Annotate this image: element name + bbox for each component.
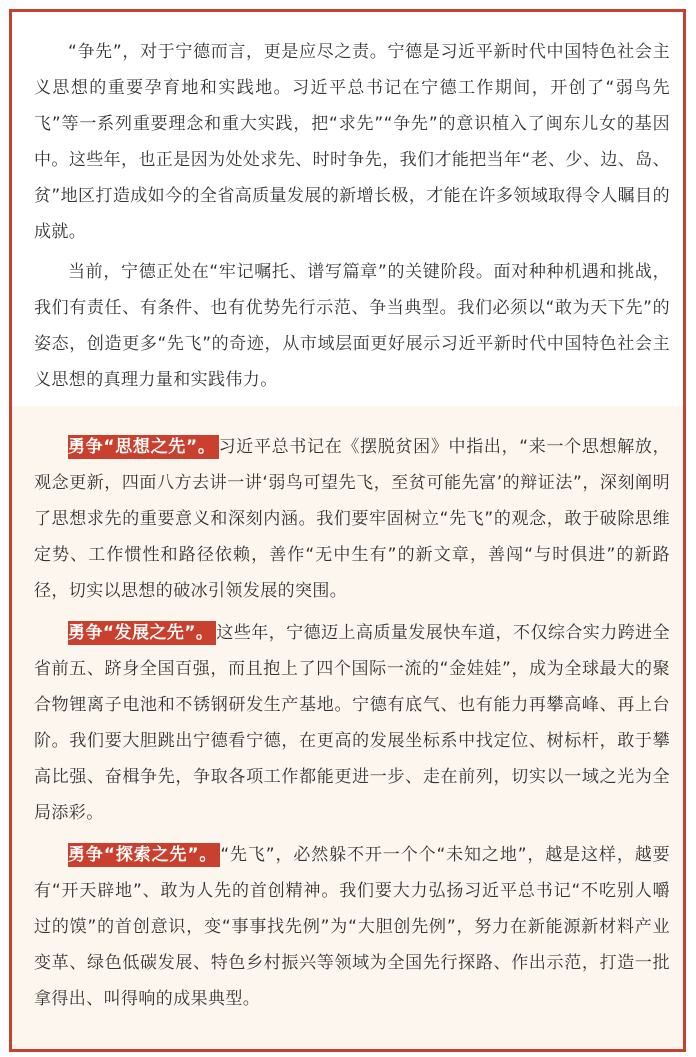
article-frame <box>9 9 686 1052</box>
key-point-paragraph <box>34 429 670 609</box>
key-point-heading: 勇争“发展之先”。 <box>68 621 216 645</box>
key-point-body: 习近平总书记在《摆脱贫困》中指出，“来一个思想解放，观念更新，四面八方去讲一讲‘弱鸟可望先飞，至贫可能先富’的辩证法”，深刻阐明了思想求先的重要意义和深刻内涵。我们要牢固树立“先飞”的观念，敢于破除思维定势、工作惯性和路径依赖，善作“无中生有”的新文章，善闯“与时俱进”的新路径，切实以思想的破冰引领发展的突围。 <box>34 437 670 601</box>
key-points-section <box>12 406 683 1049</box>
key-point-body: “先飞”，必然躲不开一个个“未知之地”，越是这样，越要有“开天辟地”、敢为人先的首创精神。我们要大力弘扬习近平总书记“不吃别人嚼过的馍”的首创意识，变“事事找先例”为“大胆创先例”，努力在新能源新材料产业变革、绿色低碳发展、特色乡村振兴等领域为全国先行探路、作出示范，打造一批拿得出、叫得响的成果典型。 <box>34 845 670 1009</box>
key-point-heading: 勇争“探索之先”。 <box>68 843 220 867</box>
key-point-body: 这些年，宁德迈上高质量发展快车道，不仅综合实力跨进全省前五、跻身全国百强，而且抱上了四个国际一流的“金娃娃”，成为全球最大的聚合物锂离子电池和不锈钢研发生产基地。宁德有底气、也有能力再攀高峰、再上台阶。我们要大胆跳出宁德看宁德，在更高的发展坐标系中找定位、树标杆，敢于攀高比强、奋楫争先，争取各项工作都能更进一步、走在前列，切实以一域之光为全局添彩。 <box>34 623 670 823</box>
intro-paragraph: “争先”，对于宁德而言，更是应尽之责。宁德是习近平新时代中国特色社会主义思想的重要孕育地和实践地。习近平总书记在宁德工作期间，开创了“弱鸟先飞”等一系列重要理念和重大实践，把“求先”“争先”的意识植入了闽东儿女的基因中。这些年，也正是因为处处求先、时时争先，我们才能把当年“老、少、边、岛、贫”地区打造成如今的全省高质量发展的新增长极，才能在许多领域取得令人瞩目的成就。 <box>34 42 670 242</box>
key-point-paragraph <box>34 837 670 1017</box>
intro-paragraph: 当前，宁德正处在“牢记嘱托、谱写篇章”的关键阶段。面对种种机遇和挑战，我们有责任、有条件、也有优势先行示范、争当典型。我们必须以“敢为天下先”的姿态，创造更多“先飞”的奇迹，从市域层面更好展示习近平新时代中国特色社会主义思想的真理力量和实践伟力。 <box>34 262 670 390</box>
key-point-heading: 勇争“思想之先”。 <box>68 435 219 459</box>
intro-section <box>12 12 683 406</box>
key-point-paragraph <box>34 615 670 831</box>
